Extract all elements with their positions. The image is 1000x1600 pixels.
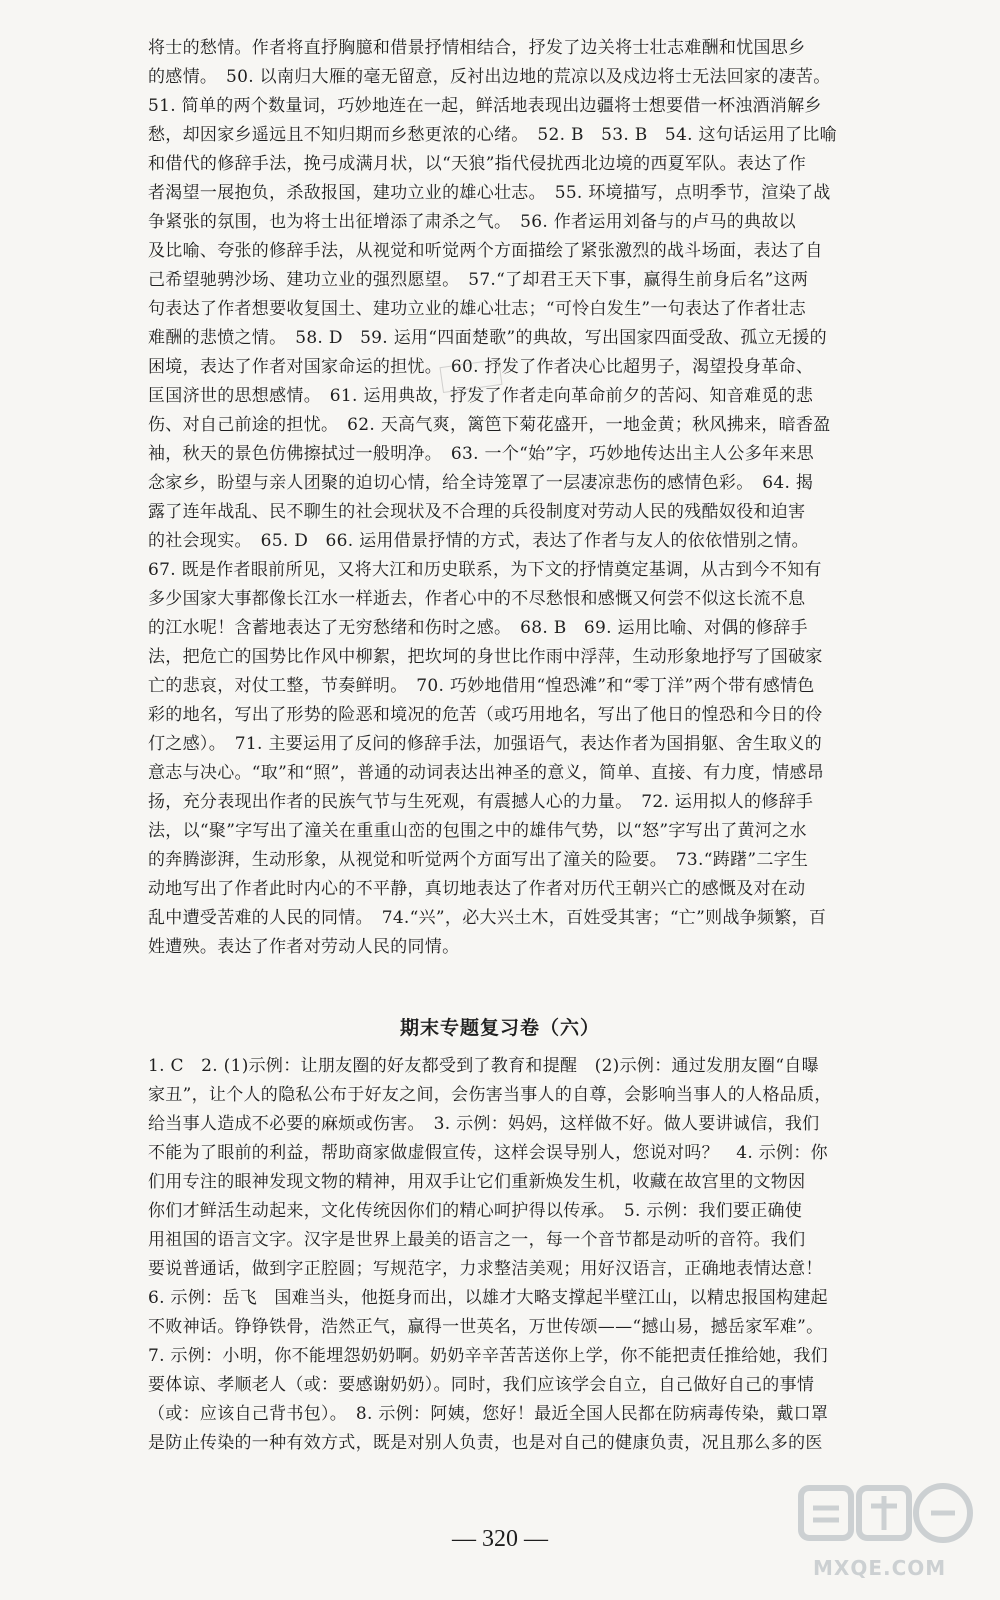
answer-line: 你们才鲜活生动起来，文化传统因你们的精心呵护得以传承。 5. 示例：我们要正确使 — [148, 1201, 803, 1221]
answer-block-previous — [148, 34, 838, 962]
watermark-url: MXQE.COM — [813, 1556, 947, 1580]
answer-line: 难酬的悲愤之情。 58. D 59. 运用“四面楚歌”的典故，写出国家四面受敌、孤立无援的 — [148, 328, 827, 348]
answer-line: 将士的愁情。作者将直抒胸臆和借景抒情相结合，抒发了边关将士壮志难酬和忧国思乡 — [148, 38, 806, 58]
answer-line: 己希望驰骋沙场、建功立业的强烈愿望。 57.“了却君王天下事，赢得生前身后名”这两 — [148, 270, 809, 290]
answer-line: 仃之感）。 71. 主要运用了反问的修辞手法，加强语气，表达作者为国捐躯、舍生取义的 — [148, 734, 823, 754]
answer-line: 匡国济世的思想感情。 61. 运用典故，抒发了作者走向革命前夕的苦闷、知音难觅的悲 — [148, 386, 814, 406]
answer-line: 7. 示例：小明，你不能埋怨奶奶啊。奶奶辛辛苦苦送你上学，你不能把责任推给她，我们 — [148, 1346, 828, 1366]
answer-line: 的社会现实。 65. D 66. 运用借景抒情的方式，表达了作者与友人的依依惜别之情。 — [148, 531, 809, 551]
answer-line: 姓遭殃。表达了作者对劳动人民的同情。 — [148, 937, 460, 957]
answer-line: 用祖国的语言文字。汉字是世界上最美的语言之一，每一个音节都是动听的音符。我们 — [148, 1230, 806, 1250]
answer-line: 扬，充分表现出作者的民族气节与生死观，有震撼人心的力量。 72. 运用拟人的修辞手 — [148, 792, 814, 812]
page-number: — 320 — — [452, 1526, 548, 1552]
answer-line: 给当事人造成不必要的麻烦或伤害。 3. 示例：妈妈，这样做不好。做人要讲诚信，我们 — [148, 1114, 820, 1134]
section-title: 期末专题复习卷（六） — [399, 1017, 600, 1039]
answer-line: 乱中遭受苦难的人民的同情。 74.“兴”，必大兴土木，百姓受其害；“亡”则战争频繁，百 — [148, 908, 827, 928]
answer-line: 6. 示例：岳飞 国难当头，他挺身而出，以雄才大略支撑起半壁江山，以精忠报国构建起 — [148, 1288, 828, 1308]
answer-line: 念家乡，盼望与亲人团聚的迫切心情，给全诗笼罩了一层凄凉悲伤的感情色彩。 64. 揭 — [148, 473, 814, 493]
answer-line: 1. C 2. (1)示例：让朋友圈的好友都受到了教育和提醒 (2)示例：通过发朋友圈“自曝 — [148, 1056, 819, 1076]
answer-line: 争紧张的氛围，也为将士出征增添了肃杀之气。 56. 作者运用刘备与的卢马的典故以 — [148, 212, 796, 232]
site-watermark-logo — [795, 1478, 985, 1590]
answer-line: 困境，表达了作者对国家命运的担忧。 60. 抒发了作者决心比超男子，渴望投身革命、 — [148, 357, 814, 377]
answer-line: 不能为了眼前的利益，帮助商家做虚假宣传，这样会误导别人，您说对吗？ 4. 示例：你 — [148, 1143, 828, 1163]
answer-line: 露了连年战乱、民不聊生的社会现状及不合理的兵役制度对劳动人民的残酷奴役和迫害 — [148, 502, 806, 522]
answer-line: 要体谅、孝顺老人（或：要感谢奶奶）。同时，我们应该学会自立，自己做好自己的事情 — [148, 1375, 815, 1395]
answer-block-review-six — [148, 1052, 838, 1458]
answer-line: 句表达了作者想要收复国土、建功立业的雄心壮志；“可怜白发生”一句表达了作者壮志 — [148, 299, 807, 319]
answer-line: 51. 简单的两个数量词，巧妙地连在一起，鲜活地表现出边疆将士想要借一杯浊酒消解乡 — [148, 96, 822, 116]
answer-line: 们用专注的眼神发现文物的精神，用双手让它们重新焕发生机，收藏在故宫里的文物因 — [148, 1172, 806, 1192]
answer-line: 者渴望一展抱负，杀敌报国，建功立业的雄心壮志。 55. 环境描写，点明季节，渲染了战 — [148, 183, 831, 203]
answer-line: 要说普通话，做到字正腔圆；写规范字，力求整洁美观；用好汉语言，正确地表情达意！ — [148, 1259, 823, 1279]
answer-line: 家丑”，让个人的隐私公布于好友之间，会伤害当事人的自尊，会影响当事人的人格品质， — [148, 1085, 832, 1105]
answer-line: 彩的地名，写出了形势的险恶和境况的危苦（或巧用地名，写出了他日的惶恐和今日的伶 — [148, 705, 823, 725]
answer-line: 的感情。 50. 以南归大雁的毫无留意，反衬出边地的荒凉以及戍边将士无法回家的凄苦。 — [148, 67, 831, 87]
answer-line: 法，以“聚”字写出了潼关在重重山峦的包围之中的雄伟气势，以“怒”字写出了黄河之水 — [148, 821, 807, 841]
answer-line: 法，把危亡的国势比作风中柳絮，把坎坷的身世比作雨中浮萍，生动形象地抒写了国破家 — [148, 647, 823, 667]
answer-line: 亡的悲哀，对仗工整，节奏鲜明。 70. 巧妙地借用“惶恐滩”和“零丁洋”两个带有感情色 — [148, 676, 815, 696]
answer-line: 多少国家大事都像长江水一样逝去，作者心中的不尽愁恨和感慨又何尝不似这长流不息 — [148, 589, 806, 609]
answer-line: 意志与决心。“取”和“照”，普通的动词表达出神圣的意义，简单、直接、有力度，情感昂 — [148, 763, 825, 783]
watermark-icon — [795, 1478, 985, 1558]
answer-line: 67. 既是作者眼前所见，又将大江和历史联系，为下文的抒情奠定基调，从古到今不知有 — [148, 560, 822, 580]
answer-line: 动地写出了作者此时内心的不平静，真切地表达了作者对历代王朝兴亡的感慨及对在动 — [148, 879, 806, 899]
answer-line: 袖，秋天的景色仿佛擦拭过一般明净。 63. 一个“始”字，巧妙地传达出主人公多年来思 — [148, 444, 814, 464]
answer-line: 的江水呢！含蓄地表达了无穷愁绪和伤时之感。 68. B 69. 运用比喻、对偶的修辞手 — [148, 618, 808, 638]
answer-line: 是防止传染的一种有效方式，既是对别人负责，也是对自己的健康负责，况且那么多的医 — [148, 1433, 823, 1453]
answer-line: 和借代的修辞手法，挽弓成满月状，以“天狼”指代侵扰西北边境的西夏军队。表达了作 — [148, 154, 807, 174]
answer-line: 不败神话。铮铮铁骨，浩然正气，赢得一世英名，万世传颂——“撼山易，撼岳家军难”。 — [148, 1317, 824, 1337]
answer-line: 的奔腾澎湃，生动形象，从视觉和听觉两个方面写出了潼关的险要。 73.“踌躇”二字生 — [148, 850, 809, 870]
answer-line: 及比喻、夸张的修辞手法，从视觉和听觉两个方面描绘了紧张激烈的战斗场面，表达了自 — [148, 241, 823, 261]
answer-line: 愁，却因家乡遥远且不知归期而乡愁更浓的心绪。 52. B 53. B 54. 这句话运用了比喻 — [148, 125, 837, 145]
answer-line: 伤、对自己前途的担忧。 62. 天高气爽，篱笆下菊花盛开，一地金黄；秋风拂来，暗香盈 — [148, 415, 831, 435]
answer-line: （或：应该自己背书包）。 8. 示例：阿姨，您好！最近全国人民都在防病毒传染，戴口罩 — [148, 1404, 829, 1424]
